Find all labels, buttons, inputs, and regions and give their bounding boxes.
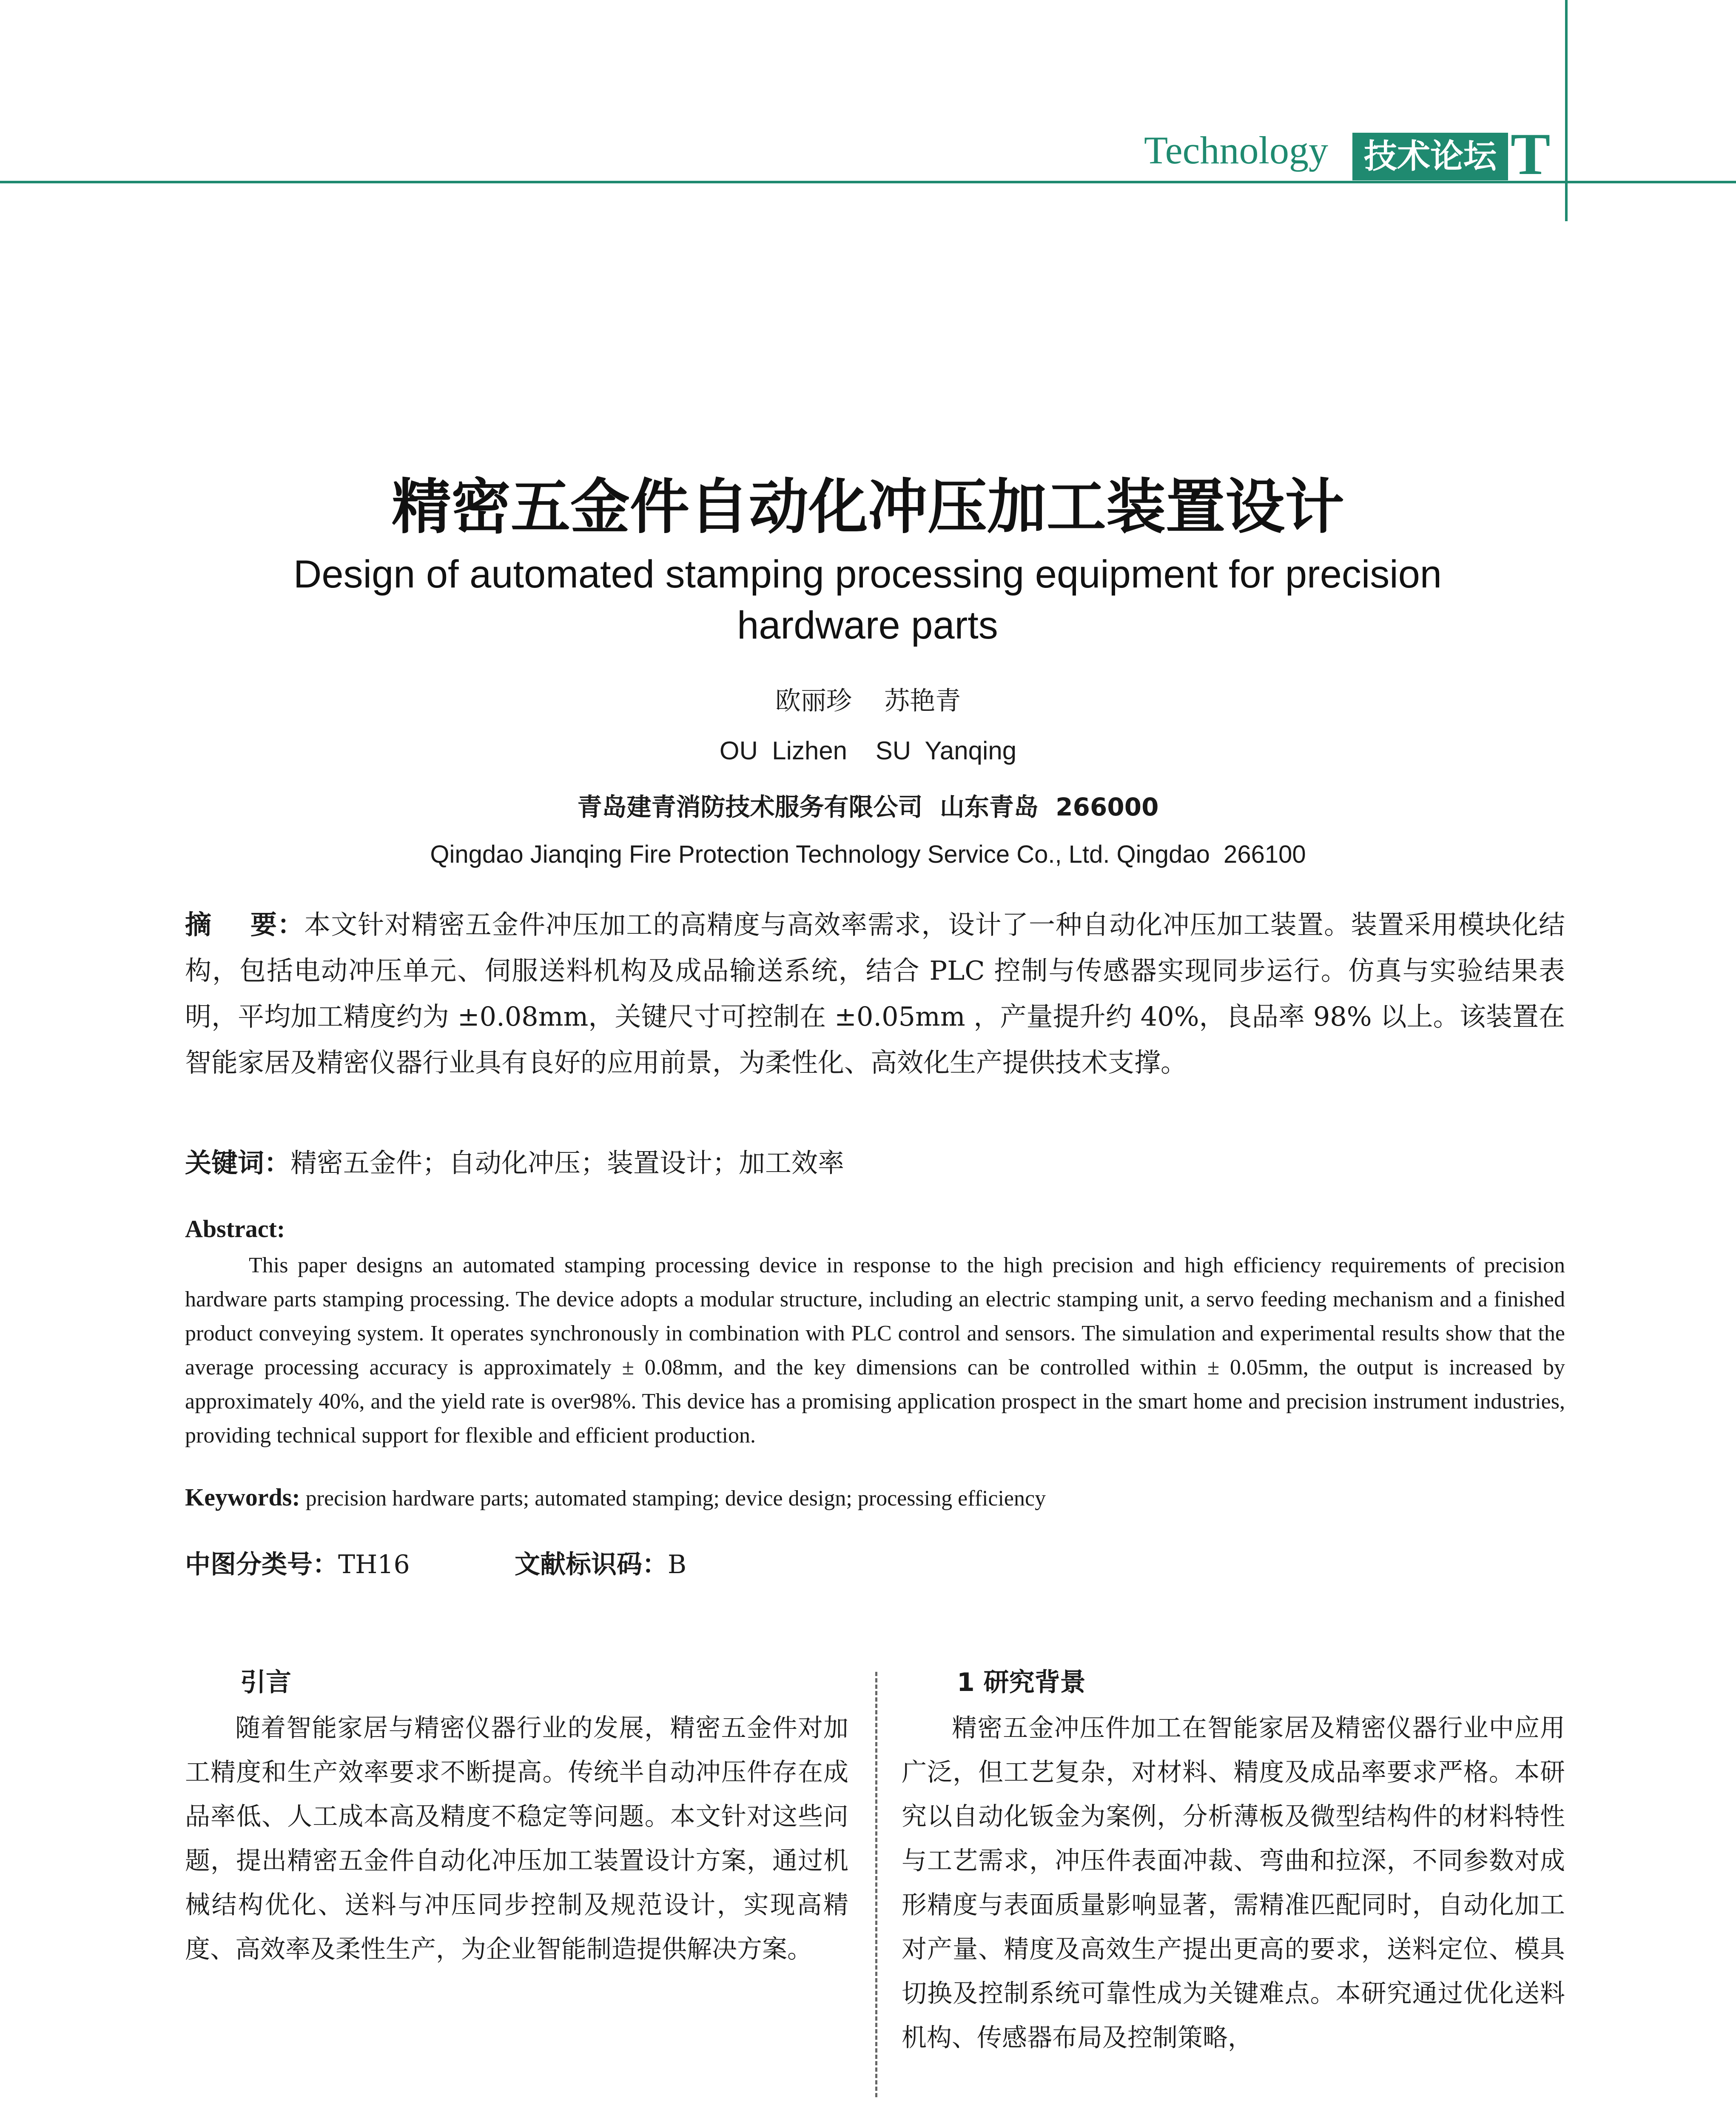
abstract-en-text: This paper designs an automated stamping processing device in response to the high precision and high efficiency requirements of precision hardware parts stamping processing. The device adopts a modular structure, including an electric stamping unit, a servo feeding mechanism and a finished product conveying system. It operates synchronously in combination with PLC control and sensors. The simulation and experimental results show that the average processing accuracy is approximately ± 0.08mm, and the key dimensions can be controlled within ± 0.05mm, the output is increased by approximately 40%, and the yield rate is over98%. This device has a promising application prospect in the smart home and precision instrument industries, providing technical support for flexible and efficient production. [185, 1253, 1565, 1448]
document-code [515, 1544, 686, 1581]
column-divider [875, 1672, 877, 2097]
abstract-cn [185, 902, 1565, 1086]
affiliation-en: Qingdao Jianqing Fire Protection Technology Service Co., Ltd. Qingdao 266100 [430, 841, 1306, 868]
header-vertical-rule [1565, 0, 1568, 221]
section-label-en: Technology [1144, 128, 1329, 172]
doc-value: B [668, 1550, 687, 1580]
section-heading-intro: 引言 [240, 1668, 291, 1697]
abstract-cn-text: 本文针对精密五金件冲压加工的高精度与高效率需求，设计了一种自动化冲压加工装置。装置采用模块化结构，包括电动冲压单元、伺服送料机构及成品输送系统，结合 PLC 控制与传感器实现同步运行。仿真与实验结果表明，平均加工精度约为 ±0.08mm，关键尺寸可控制在 ±0.05mm ，产量提升约 40%，良品率 98% 以上。该装置在智能家居及精密仪器行业具有良好的应用前景，为柔性化、高效化生产提供技术支撑。 [185, 909, 1565, 1078]
keywords-en-label: Keywords: [185, 1483, 300, 1511]
header-rule [0, 181, 1736, 183]
affiliation-cn: 青岛建青消防技术服务有限公司 山东青岛 266000 [577, 793, 1159, 821]
clc-label: 中图分类号： [185, 1550, 338, 1580]
authors-cn: 欧丽珍 苏艳青 [775, 686, 961, 716]
abstract-en-label: Abstract: [185, 1215, 285, 1243]
authors-en: OU Lizhen SU Yanqing [719, 736, 1017, 765]
clc-number [185, 1544, 410, 1581]
keywords-cn [185, 1140, 1565, 1186]
keywords-en-text: precision hardware parts; automated stamping; device design; processing efficiency [305, 1486, 1046, 1511]
paper-title-cn: 精密五金件自动化冲压加工装置设计 [391, 473, 1344, 542]
doc-label: 文献标识码： [515, 1550, 668, 1580]
section-letter-logo: T [1511, 121, 1551, 187]
section-text-background: 精密五金冲压件加工在智能家居及精密仪器行业中应用广泛，但工艺复杂，对材料、精度及成品率要求严格。本研究以自动化钣金为案例，分析薄板及微型结构件的材料特性与工艺需求，冲压件表面冲裁、弯曲和拉深，不同参数对成形精度与表面质量影响显著，需精准匹配同时，自动化加工对产量、精度及高效生产提出更高的要求，送料定位、模具切换及控制系统可靠性成为关键难点。本研究通过优化送料机构、传感器布局及控制策略， [902, 1713, 1565, 2052]
keywords-en [185, 1480, 1565, 1516]
body-column-left [185, 1663, 848, 1971]
body-column-right [902, 1663, 1565, 2060]
section-text-intro: 随着智能家居与精密仪器行业的发展，精密五金件对加工精度和生产效率要求不断提高。传统半自动冲压件存在成品率低、人工成本高及精度不稳定等问题。本文针对这些问题，提出精密五金件自动化冲压加工装置设计方案，通过机械结构优化、送料与冲压同步控制及规范设计，实现高精度、高效率及柔性生产，为企业智能制造提供解决方案。 [185, 1713, 848, 1964]
keywords-cn-text: 精密五金件；自动化冲压；装置设计；加工效率 [290, 1147, 845, 1178]
section-heading-background: 1 研究背景 [957, 1668, 1086, 1697]
abstract-cn-label: 摘 要： [185, 909, 305, 940]
section-label-cn-badge: 技术论坛 [1352, 133, 1508, 180]
paper-title-en: Design of automated stamping processing equipment for precision hardware parts [293, 553, 1442, 647]
clc-value: TH16 [338, 1550, 410, 1580]
keywords-cn-label: 关键词： [185, 1147, 291, 1178]
